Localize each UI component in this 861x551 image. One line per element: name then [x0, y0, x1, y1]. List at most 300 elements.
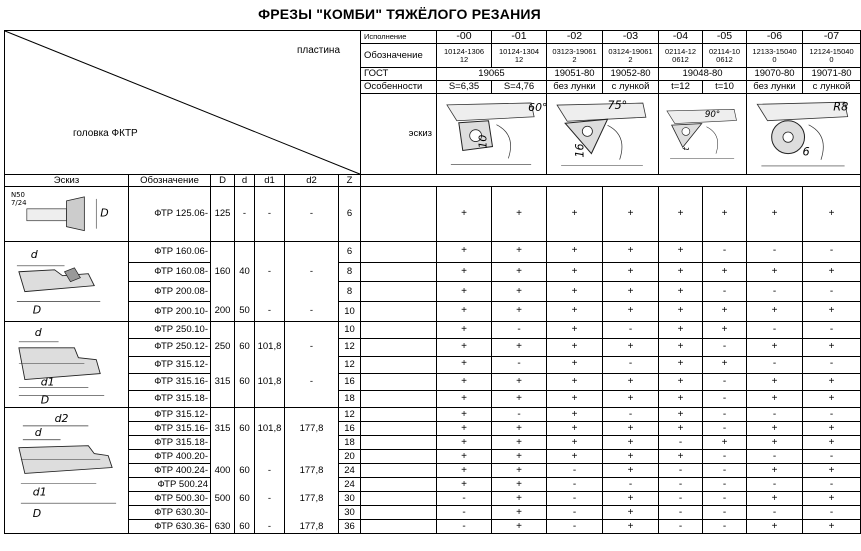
head-label: головка ФКТР: [73, 128, 138, 139]
variant-code-6: -06: [747, 31, 803, 44]
availability-mark: +: [659, 356, 703, 373]
cell-blank: [361, 356, 437, 373]
availability-mark: -: [659, 506, 703, 520]
table-row: [5, 492, 861, 506]
availability-mark: +: [547, 241, 603, 262]
insert-drawing: [659, 103, 746, 165]
cell-d1: [255, 391, 285, 408]
cell-d: 60: [235, 464, 255, 478]
cell-d: [235, 391, 255, 408]
availability-mark: +: [492, 422, 547, 436]
cell-d1: [255, 356, 285, 373]
designation-text: 12124-150400: [809, 46, 854, 64]
availability-mark: +: [659, 339, 703, 356]
variant-code-1: -01: [492, 31, 547, 44]
table-row: [5, 464, 861, 478]
cell-d1: [255, 408, 285, 422]
cell-Z: 18: [339, 436, 361, 450]
row-designation: ФТР 250.10-: [129, 322, 211, 339]
cell-d: [235, 436, 255, 450]
availability-mark: +: [603, 282, 659, 302]
sketch-dimension: D: [100, 206, 109, 220]
availability-mark: +: [492, 506, 547, 520]
availability-mark: +: [547, 302, 603, 322]
availability-mark: -: [437, 492, 492, 506]
cell-blank: [361, 262, 437, 282]
cell-D: 630: [211, 520, 235, 534]
cell-d1: -: [255, 302, 285, 322]
availability-mark: -: [703, 464, 747, 478]
cutter-sketch-g3: [5, 322, 129, 408]
table-row: [5, 520, 861, 534]
variant-code-5: -05: [703, 31, 747, 44]
availability-mark: +: [747, 422, 803, 436]
cell-d2: 177,8: [285, 464, 339, 478]
row-designation: ФТР 630.36-: [129, 520, 211, 534]
availability-mark: -: [703, 422, 747, 436]
cell-D: [211, 450, 235, 464]
availability-mark: +: [803, 187, 861, 242]
variant-feature-6: без лунки: [747, 81, 803, 94]
cell-d1: -: [255, 520, 285, 534]
cell-D: [211, 478, 235, 492]
availability-mark: -: [659, 464, 703, 478]
variant-code-0: -00: [437, 31, 492, 44]
column-header-0: Эскиз: [5, 175, 129, 187]
cell-d2: [285, 322, 339, 339]
cell-D: 400: [211, 464, 235, 478]
availability-mark: +: [747, 302, 803, 322]
availability-mark: +: [659, 322, 703, 339]
column-header-5: d2: [285, 175, 339, 187]
availability-mark: -: [659, 520, 703, 534]
availability-mark: +: [803, 464, 861, 478]
sketch-dimension: d2: [54, 412, 69, 426]
availability-mark: +: [659, 373, 703, 390]
row-designation: ФТР 315.12-: [129, 356, 211, 373]
gost-4: 19070-80: [747, 68, 803, 81]
table-row: [5, 241, 861, 262]
availability-mark: +: [603, 302, 659, 322]
availability-mark: +: [547, 436, 603, 450]
table-row: [5, 391, 861, 408]
cell-D: [211, 356, 235, 373]
availability-mark: -: [603, 478, 659, 492]
availability-mark: -: [703, 391, 747, 408]
cell-d: 60: [235, 373, 255, 390]
cell-D: 200: [211, 302, 235, 322]
row-designation: ФТР 160.06-: [129, 241, 211, 262]
row-designation: ФТР 315.18-: [129, 436, 211, 450]
availability-mark: +: [492, 282, 547, 302]
table-row: [5, 262, 861, 282]
availability-mark: -: [803, 506, 861, 520]
availability-mark: +: [437, 339, 492, 356]
sketch-note: R8: [833, 100, 849, 114]
column-header-4: d1: [255, 175, 285, 187]
cell-d1: [255, 322, 285, 339]
designation-text: 02114-120612: [664, 46, 697, 64]
designation-text: 03124-190612: [608, 46, 653, 64]
row-label-features: Особенности: [361, 81, 437, 94]
availability-mark: -: [747, 450, 803, 464]
availability-mark: +: [492, 436, 547, 450]
insert-sketch-3: [747, 94, 861, 175]
variant-designation-4: [659, 44, 703, 68]
availability-mark: +: [547, 322, 603, 339]
sketch-note: 10: [476, 135, 490, 149]
cell-d: 50: [235, 302, 255, 322]
variant-feature-7: с лункой: [803, 81, 861, 94]
cell-blank: [361, 187, 437, 242]
availability-mark: -: [803, 322, 861, 339]
availability-mark: +: [803, 391, 861, 408]
cell-d2: [285, 391, 339, 408]
page-title: ФРЕЗЫ "КОМБИ" ТЯЖЁЛОГО РЕЗАНИЯ: [258, 6, 541, 22]
table-row: [5, 408, 861, 422]
availability-mark: +: [492, 241, 547, 262]
availability-mark: -: [803, 408, 861, 422]
availability-mark: +: [547, 373, 603, 390]
designation-text: 03123-190612: [552, 46, 597, 64]
row-designation: ФТР 315.16-: [129, 373, 211, 390]
cell-Z: 30: [339, 506, 361, 520]
cell-Z: 10: [339, 302, 361, 322]
availability-mark: +: [437, 478, 492, 492]
cell-d2: [285, 356, 339, 373]
availability-mark: +: [492, 492, 547, 506]
availability-mark: -: [547, 478, 603, 492]
designation-text: 10124-130612: [443, 46, 485, 64]
availability-mark: +: [747, 187, 803, 242]
cell-D: [211, 408, 235, 422]
availability-mark: -: [703, 492, 747, 506]
table-row: [5, 187, 861, 242]
availability-mark: +: [703, 356, 747, 373]
cell-Z: 8: [339, 282, 361, 302]
cell-d: [235, 506, 255, 520]
variant-designation-6: [747, 44, 803, 68]
cell-Z: 12: [339, 339, 361, 356]
availability-mark: -: [703, 506, 747, 520]
availability-mark: -: [547, 520, 603, 534]
insert-sketch-0: [437, 94, 547, 175]
variant-designation-3: [603, 44, 659, 68]
cell-Z: 6: [339, 187, 361, 242]
row-designation: ФТР 315.12-: [129, 408, 211, 422]
cell-d: [235, 478, 255, 492]
sketch-dimension: d: [30, 247, 38, 261]
table-row: [5, 422, 861, 436]
insert-drawing: [437, 95, 546, 172]
availability-mark: -: [803, 478, 861, 492]
availability-mark: +: [747, 339, 803, 356]
column-header-2: D: [211, 175, 235, 187]
availability-mark: +: [547, 282, 603, 302]
cell-d2: -: [285, 339, 339, 356]
availability-mark: -: [703, 450, 747, 464]
availability-mark: +: [492, 520, 547, 534]
availability-mark: +: [437, 241, 492, 262]
availability-mark: -: [703, 478, 747, 492]
sketch-dimension: D: [40, 393, 50, 407]
availability-mark: +: [437, 373, 492, 390]
availability-mark: +: [603, 241, 659, 262]
availability-mark: +: [492, 373, 547, 390]
cell-d: 60: [235, 520, 255, 534]
sketch-dimension: 7/24: [10, 198, 27, 207]
column-header-1: Обозначение: [129, 175, 211, 187]
availability-mark: -: [803, 450, 861, 464]
cell-d2: 177,8: [285, 520, 339, 534]
cutter-sketch-g1: [5, 187, 129, 242]
cell-d2: -: [285, 187, 339, 242]
cell-d: [235, 282, 255, 302]
availability-mark: +: [803, 373, 861, 390]
cell-d1: [255, 282, 285, 302]
cell-blank: [361, 464, 437, 478]
insert-drawing: [547, 95, 658, 174]
availability-mark: +: [603, 464, 659, 478]
availability-mark: +: [603, 450, 659, 464]
availability-mark: +: [603, 436, 659, 450]
row-designation: ФТР 500.30-: [129, 492, 211, 506]
variant-code-2: -02: [547, 31, 603, 44]
availability-mark: -: [703, 241, 747, 262]
availability-mark: +: [547, 450, 603, 464]
cutter-drawing: [5, 242, 128, 321]
designation-text: 12133-150400: [752, 46, 797, 64]
availability-mark: +: [659, 302, 703, 322]
availability-mark: -: [492, 356, 547, 373]
header-diagonal-cell: [5, 31, 361, 175]
cutter-drawing: [5, 187, 128, 241]
availability-mark: -: [803, 282, 861, 302]
cell-Z: 18: [339, 391, 361, 408]
cell-d2: -: [285, 262, 339, 282]
availability-mark: -: [747, 506, 803, 520]
row-designation: ФТР 315.18-: [129, 391, 211, 408]
cell-D: 250: [211, 339, 235, 356]
availability-mark: +: [437, 302, 492, 322]
availability-mark: +: [603, 422, 659, 436]
table-row: [5, 450, 861, 464]
cell-Z: 24: [339, 464, 361, 478]
variant-code-7: -07: [803, 31, 861, 44]
row-designation: ФТР 160.08-: [129, 262, 211, 282]
cell-d1: [255, 478, 285, 492]
cell-d2: [285, 450, 339, 464]
availability-mark: +: [547, 408, 603, 422]
sketch-note: 90°: [704, 110, 721, 121]
cell-blank: [361, 436, 437, 450]
cell-d: [235, 241, 255, 262]
sketch-dimension: d1: [32, 485, 47, 499]
availability-mark: -: [747, 356, 803, 373]
availability-mark: +: [603, 187, 659, 242]
cell-D: [211, 322, 235, 339]
availability-mark: -: [803, 356, 861, 373]
cell-d1: -: [255, 262, 285, 282]
availability-mark: -: [803, 241, 861, 262]
cell-d2: [285, 478, 339, 492]
cell-blank: [361, 322, 437, 339]
cell-d: [235, 322, 255, 339]
cell-d1: 101,8: [255, 373, 285, 390]
availability-mark: +: [803, 436, 861, 450]
availability-mark: +: [437, 450, 492, 464]
cell-d1: [255, 436, 285, 450]
cell-blank: [361, 373, 437, 390]
availability-mark: +: [437, 322, 492, 339]
insert-drawing: [747, 94, 860, 174]
sketch-label: эскиз: [361, 94, 437, 175]
availability-mark: +: [703, 436, 747, 450]
table-row: [5, 339, 861, 356]
cell-blank: [361, 506, 437, 520]
cell-d2: 177,8: [285, 422, 339, 436]
cell-d2: [285, 408, 339, 422]
availability-mark: +: [492, 391, 547, 408]
designation-text: 10124-130412: [498, 46, 540, 64]
availability-mark: +: [603, 506, 659, 520]
cell-d2: [285, 282, 339, 302]
availability-mark: -: [437, 520, 492, 534]
row-designation: ФТР 250.12-: [129, 339, 211, 356]
cell-blank: [361, 282, 437, 302]
cell-blank: [361, 492, 437, 506]
availability-mark: +: [747, 520, 803, 534]
table-row: [5, 478, 861, 492]
availability-mark: +: [659, 450, 703, 464]
variant-feature-2: без лунки: [547, 81, 603, 94]
availability-mark: +: [659, 391, 703, 408]
availability-mark: +: [747, 464, 803, 478]
variant-feature-3: с лункой: [603, 81, 659, 94]
availability-mark: +: [803, 422, 861, 436]
availability-mark: +: [437, 187, 492, 242]
cell-blank: [361, 520, 437, 534]
availability-mark: +: [703, 262, 747, 282]
availability-mark: +: [659, 262, 703, 282]
availability-mark: +: [803, 520, 861, 534]
availability-mark: -: [703, 408, 747, 422]
availability-mark: +: [547, 339, 603, 356]
row-designation: ФТР 400.20-: [129, 450, 211, 464]
variant-feature-4: t=12: [659, 81, 703, 94]
cell-d1: [255, 506, 285, 520]
sketch-dimension: d: [34, 325, 42, 339]
cell-d1: 101,8: [255, 339, 285, 356]
cell-d: 60: [235, 339, 255, 356]
availability-mark: -: [547, 464, 603, 478]
availability-mark: -: [492, 322, 547, 339]
availability-mark: -: [659, 478, 703, 492]
table-row: [5, 436, 861, 450]
cell-d1: -: [255, 187, 285, 242]
availability-mark: +: [803, 492, 861, 506]
variant-designation-7: [803, 44, 861, 68]
table-row: [5, 302, 861, 322]
sketch-dimension: N50: [10, 191, 25, 200]
availability-mark: +: [747, 373, 803, 390]
availability-mark: +: [492, 262, 547, 282]
cell-D: [211, 282, 235, 302]
sketch-dimension: D: [32, 507, 42, 521]
variant-feature-1: S=4,76: [492, 81, 547, 94]
variant-designation-2: [547, 44, 603, 68]
availability-mark: +: [437, 391, 492, 408]
cell-blank: [361, 302, 437, 322]
column-header-6: Z: [339, 175, 361, 187]
availability-mark: +: [703, 187, 747, 242]
variant-designation-5: [703, 44, 747, 68]
table-row: [5, 506, 861, 520]
availability-mark: -: [547, 492, 603, 506]
availability-mark: +: [437, 282, 492, 302]
availability-mark: +: [547, 356, 603, 373]
cell-d2: [285, 241, 339, 262]
availability-mark: -: [492, 408, 547, 422]
availability-mark: +: [803, 339, 861, 356]
variant-code-3: -03: [603, 31, 659, 44]
availability-mark: -: [603, 356, 659, 373]
availability-mark: +: [547, 187, 603, 242]
cell-Z: 20: [339, 450, 361, 464]
sketch-note: 60°: [528, 101, 548, 115]
variant-designation-0: [437, 44, 492, 68]
availability-mark: -: [747, 322, 803, 339]
plate-label: пластина: [296, 45, 341, 56]
cell-Z: 10: [339, 322, 361, 339]
row-label-gost: ГОСТ: [361, 68, 437, 81]
cell-D: [211, 506, 235, 520]
row-designation: ФТР 315.16-: [129, 422, 211, 436]
availability-mark: +: [603, 391, 659, 408]
gost-5: 19071-80: [803, 68, 861, 81]
variant-feature-5: t=10: [703, 81, 747, 94]
cell-D: [211, 241, 235, 262]
cell-d: [235, 356, 255, 373]
table-row: [5, 373, 861, 390]
cell-blank: [361, 422, 437, 436]
row-label-designation: Обозначение: [361, 44, 437, 68]
availability-mark: -: [703, 373, 747, 390]
row-designation: ФТР 125.06-: [129, 187, 211, 242]
cell-blank: [361, 339, 437, 356]
availability-mark: -: [747, 241, 803, 262]
availability-mark: +: [437, 422, 492, 436]
availability-mark: +: [659, 187, 703, 242]
availability-mark: +: [437, 436, 492, 450]
cell-D: 315: [211, 373, 235, 390]
availability-mark: +: [547, 262, 603, 282]
availability-mark: +: [803, 302, 861, 322]
availability-mark: +: [492, 187, 547, 242]
availability-mark: +: [603, 339, 659, 356]
gost-1: 19051-80: [547, 68, 603, 81]
cutter-table: [4, 30, 861, 534]
cell-D: 160: [211, 262, 235, 282]
sketch-dimension: d: [34, 426, 42, 440]
cell-d: [235, 450, 255, 464]
cell-Z: 6: [339, 241, 361, 262]
designation-text: 02114-100612: [708, 46, 741, 64]
cell-d2: [285, 506, 339, 520]
insert-sketch-2: [659, 94, 747, 175]
availability-mark: +: [437, 464, 492, 478]
cell-Z: 8: [339, 262, 361, 282]
